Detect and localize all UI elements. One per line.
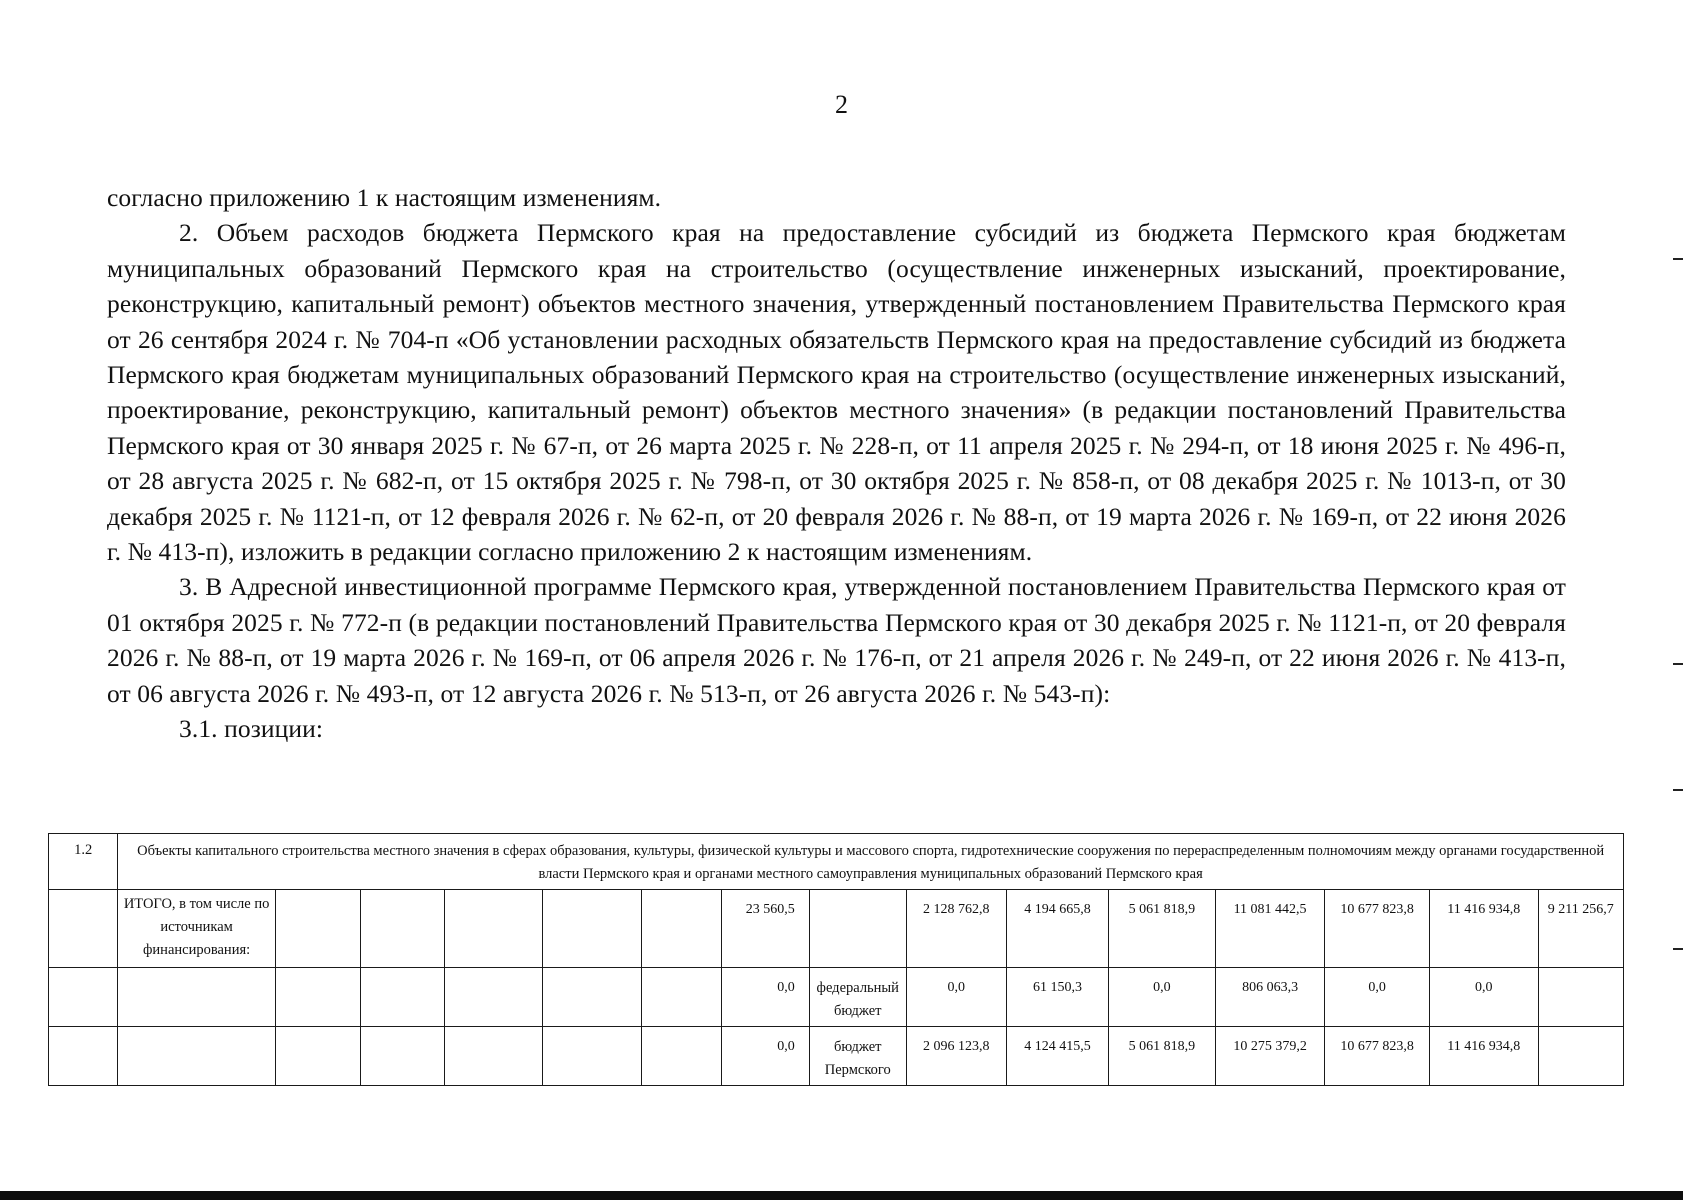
- scan-edge-mark: [1673, 258, 1683, 260]
- perm-value-cell: 10 275 379,2: [1215, 1027, 1325, 1086]
- perm-value-cell: 4 124 415,5: [1006, 1027, 1108, 1086]
- perm-value-cell: 2 096 123,8: [906, 1027, 1006, 1086]
- empty-cell: [118, 1027, 276, 1086]
- empty-cell: [275, 1027, 360, 1086]
- empty-cell: [445, 1027, 543, 1086]
- federal-value-cell: 0,0: [1429, 968, 1538, 1027]
- empty-cell: [361, 968, 445, 1027]
- perm-value-cell: 11 416 934,8: [1429, 1027, 1538, 1086]
- empty-cell: [118, 968, 276, 1027]
- perm-value-cell: 10 677 823,8: [1325, 1027, 1429, 1086]
- source-cell: бюджет Пермского: [809, 1027, 906, 1086]
- source-cell: федеральный бюджет: [809, 968, 906, 1027]
- paragraph-item-3-1: 3.1. позиции:: [179, 714, 324, 744]
- federal-value-cell: 0,0: [1109, 968, 1216, 1027]
- empty-cell: [361, 1027, 445, 1086]
- paragraph-continuation: согласно приложению 1 к настоящим изменениям.: [107, 183, 662, 212]
- federal-value-cell: 61 150,3: [1006, 968, 1108, 1027]
- empty-cell: [642, 1027, 722, 1086]
- federal-value-cell: [1538, 968, 1623, 1027]
- total-value-cell: 2 128 762,8: [906, 890, 1006, 968]
- empty-cell: [49, 1027, 118, 1086]
- federal-value-cell: 0,0: [722, 968, 809, 1027]
- paragraph-item-2: 2. Объем расходов бюджета Пермского края на предоставление субсидий из бюджета Пермского края бюджетам муниципальных образований Пермского края на строительство (осуществление инженерных изысканий, проектирование, реконструкцию, капитальный ремонт) объектов местного значения, утвержденный постановлением Правительства Пермского края от 26 сентября 2024 г. № 704-п «Об установлении расходных обязательств Пермского края на предоставление субсидий из бюджета Пермского края бюджетам муниципальных образований Пермского края на строительство (осуществление инженерных изысканий, проектирование, реконструкцию, капитальный ремонт) объектов местного значения» (в редакции постановлений Правительства Пермского края от 30 января 2025 г. № 67-п, от 26 марта 2025 г. № 228-п, от 11 апреля 2025 г. № 294-п, от 18 июня 2025 г. № 496-п, от 28 августа 2025 г. № 682-п, от 15 октября 2025 г. № 798-п, от 30 октября 2025 г. № 858-п, от 08 декабря 2025 г. № 1013-п, от 30 декабря 2025 г. № 1121-п, от 12 февраля 2026 г. № 62-п, от 20 февраля 2026 г. № 88-п, от 19 марта 2026 г. № 169-п, от 22 июня 2026 г. № 413-п), изложить в редакции согласно приложению 2 к настоящим изменениям.: [107, 218, 1566, 567]
- total-value-cell: 4 194 665,8: [1006, 890, 1108, 968]
- paragraph-item-3: 3. В Адресной инвестиционной программе Пермского края, утвержденной постановлением Правительства Пермского края от 01 октября 2025 г. № 772-п (в редакции постановлений Правительства Пермского края от 30 декабря 2025 г. № 1121-п, от 20 февраля 2026 г. № 88-п, от 19 марта 2026 г. № 169-п, от 06 апреля 2026 г. № 176-п, от 21 апреля 2026 г. № 249-п, от 22 июня 2026 г. № 413-п, от 06 августа 2026 г. № 493-п, от 12 августа 2026 г. № 513-п, от 26 августа 2026 г. № 543-п):: [107, 572, 1566, 708]
- total-value-cell: 5 061 818,9: [1109, 890, 1216, 968]
- document-body: [107, 180, 1566, 747]
- table-row-perm-budget: [49, 1027, 1624, 1086]
- scan-edge-mark: [1673, 663, 1683, 665]
- table-row-total: [49, 890, 1624, 968]
- empty-cell: [275, 890, 360, 968]
- total-value-cell: 11 081 442,5: [1215, 890, 1325, 968]
- scan-edge-mark: [1673, 948, 1683, 950]
- empty-cell: [49, 890, 118, 968]
- source-cell: [809, 890, 906, 968]
- scan-bottom-edge: [0, 1191, 1683, 1200]
- section-title: Объекты капитального строительства местного значения в сферах образования, культуры, физической культуры и массового спорта, гидротехнические сооружения по перераспределенным полномочиям между органами государственной власти Пермского края и органами местного самоуправления муниципальных образований Пермского края: [118, 834, 1624, 890]
- table-section-header-row: [49, 834, 1624, 890]
- total-value-cell: 23 560,5: [722, 890, 809, 968]
- total-value-cell: 11 416 934,8: [1429, 890, 1538, 968]
- perm-value-cell: [1538, 1027, 1623, 1086]
- scan-edge-mark: [1673, 789, 1683, 791]
- total-value-cell: 10 677 823,8: [1325, 890, 1429, 968]
- empty-cell: [642, 890, 722, 968]
- page-number: 2: [835, 90, 848, 119]
- federal-value-cell: 0,0: [906, 968, 1006, 1027]
- federal-value-cell: 806 063,3: [1215, 968, 1325, 1027]
- empty-cell: [543, 1027, 642, 1086]
- empty-cell: [543, 890, 642, 968]
- empty-cell: [445, 890, 543, 968]
- investment-program-table: [48, 833, 1624, 1086]
- federal-value-cell: 0,0: [1325, 968, 1429, 1027]
- empty-cell: [49, 968, 118, 1027]
- total-value-cell: 9 211 256,7: [1538, 890, 1623, 968]
- empty-cell: [361, 890, 445, 968]
- empty-cell: [275, 968, 360, 1027]
- empty-cell: [445, 968, 543, 1027]
- perm-value-cell: 5 061 818,9: [1109, 1027, 1216, 1086]
- empty-cell: [642, 968, 722, 1027]
- section-number: 1.2: [49, 834, 118, 890]
- perm-value-cell: 0,0: [722, 1027, 809, 1086]
- table-row-federal: [49, 968, 1624, 1027]
- empty-cell: [543, 968, 642, 1027]
- total-label: ИТОГО, в том числе по источникам финансирования:: [118, 890, 276, 968]
